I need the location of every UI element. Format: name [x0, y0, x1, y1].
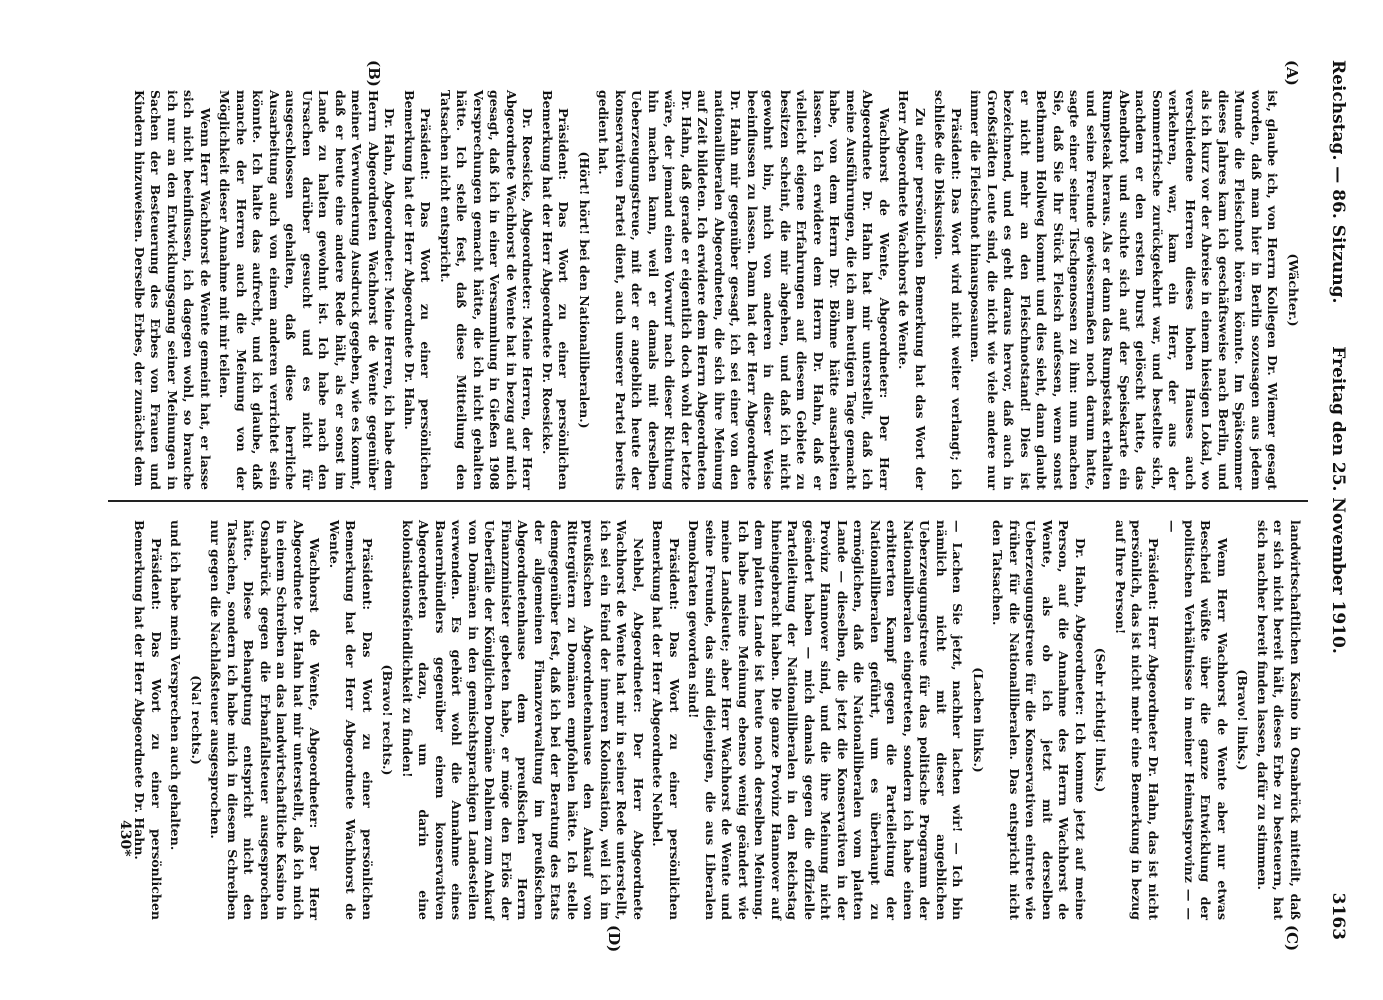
paragraph: Wachhorst de Wente, Abgeordneter: Der Herr Abgeordnete Dr. Hahn hat mir unterstellt, daß ich meine Ausführungen, die ich am heutigen Tage gemacht habe, von dem Herrn Dr. Böhme hätte ausarbeiten lassen. Ich erwidere dem Herrn Dr. Hahn, daß er vielleicht eigene Erfahrungen auf diesem Gebiete zu besitzen scheint, die mir abgehen, und daß ich nicht gewohnt bin, mich von anderen in dieser Weise beeinflussen zu lassen. Dann hat der Herr Abgeordnete Dr. Hahn mir gegenüber gesagt, ich sei einer von den nationalliberalen Abgeordneten, die sich ihre Meinung auf Zeit bildeten. Ich erwidere dem Herrn Abgeordneten Dr. Hahn, daß gerade er eigentlich doch wohl der letzte wäre, der jemand einen Vorwurf nach dieser Richtung hin machen kann, weil er damals mit derselben Ueberzeugungstreue, mit der er angeblich heute der konservativen Partei dient, auch unserer Partei bereits gedient hat.	[596, 90, 892, 490]
paragraph: Präsident: Das Wort zu einer persönlichen Bemerkung hat der Herr Abgeordnete Nehbel.	[650, 520, 682, 920]
interjection: (Bravo! rechts.)	[380, 664, 396, 776]
interjection: (Sehr richtig! links.)	[1093, 647, 1109, 793]
column-divider	[108, 500, 1308, 502]
paragraph: Präsident: Das Wort zu einer persönlichen Bemerkung hat der Herr Abgeordnete Dr. Roesicke.	[540, 90, 572, 490]
paragraph: Präsident: Herr Abgeordneter Dr. Hahn, das ist nicht persönlich, das ist nicht mehr eine Bemerkung in bezug auf Ihre Person!	[1113, 520, 1161, 920]
paragraph: — Lachen Sie jetzt, nachher lachen wir! — Ich bin nämlich nicht mit dieser angeblichen Ueberzeugungstreue für das politische Programm der Nationalliberalen eingetreten, sondern ich habe einen erbitterten Kampf gegen die Parteileitung der Nationalliberalen geführt, um es überhaupt zu ermöglichen, daß die Nationalliberalen vom platten Lande — dieselben, die jetzt die Konservativen in der Provinz Hannover sind, und die ihre Meinung nicht geändert haben — mich damals gegen die offizielle Parteileitung der Nationalliberalen in den Reichstag hineingebracht haben. Die ganze Provinz Hannover auf dem platten Lande ist heute noch derselben Meinung. Ich habe meine Meinung ebenso wenig geändert wie meine Landsleute; aber Herr Wachhorst de Wente und seine Freunde, das sind diejenigen, die aus Liberalen Demokraten geworden sind!	[686, 520, 966, 920]
header-session: Reichstag. — 86. Sitzung.	[1328, 60, 1348, 304]
margin-marker-b: (B)	[365, 60, 383, 87]
left-column	[128, 90, 1304, 490]
paragraph: Dr. Hahn, Abgeordneter: Ich komme jetzt auf meine Person, auf die Annahme des Herrn Wachhorst de Wente, als ob ich jetzt mit derselben Ueberzeugungstreue für die Konservativen eintrete wie früher für die Nationalliberalen. Das entspricht nicht den Tatsachen.	[990, 520, 1088, 920]
paragraph: und ich habe mein Versprechen auch gehalten.	[168, 520, 184, 851]
page-footer-number: 430*	[117, 820, 133, 857]
margin-marker-a: (A)	[1283, 60, 1301, 86]
margin-marker-c: (C)	[1283, 925, 1301, 952]
paragraph: Dr. Roesicke, Abgeordneter: Meine Herren, der Herr Abgeordnete Wachhorst de Wente hat in bezug auf mich gesagt, daß ich in einer Versammlung in Gießen 1908 Versprechungen gemacht hätte, die ich nicht gehalten hätte. Ich stelle fest, daß diese Mitteilung den Tatsachen nicht entspricht.	[438, 90, 536, 490]
interjection: (Lachen links.)	[971, 667, 986, 773]
page-header	[1318, 60, 1348, 940]
paragraph: Präsident: Das Wort zu einer persönlichen Bemerkung hat der Herr Abgeordnete Wachhorst de Wente.	[327, 520, 375, 920]
header-date: Freitag den 25. November 1910.	[1328, 346, 1348, 654]
paragraph: Präsident: Das Wort wird nicht weiter verlangt; ich schließe die Diskussion.	[932, 90, 964, 490]
interjection: (Bravo! links.)	[1235, 669, 1251, 771]
paragraph: Nehbel, Abgeordneter: Der Herr Abgeordnete Wachhorst de Wente hat mir in seiner Rede unterstellt, ich sei ein Feind der inneren Kolonisation, weil ich im preußischen Abgeordnetenhause den Ankauf von Rittergütern zu Domänen empfohlen hätte. Ich stelle demgegenüber fest, daß ich bei der Beratung des Etats der allgemeinen Finanzverwaltung im preußischen Abgeordnetenhause dem preußischen Herrn Finanzminister gebeten habe, er möge den Erlös der Ueberfälle der Königlichen Domäne Dahlem zum Ankauf von Domänen in den gemischtsprachigen Landesteilen verwenden. Es gehört wohl die Annahme eines Bauernbündlers gegenüber einem konservativen Abgeordneten dazu, um darin eine kolonisationsfeindlichkeit zu finden!	[400, 520, 646, 920]
interjection: (Hört! hört! bei den Nationalliberalen.)	[577, 151, 592, 429]
paragraph: ist, glaube ich, von Herrn Kollegen Dr. Wiemer gesagt worden, daß man hier in Berlin sozusagen aus jedem Munde die Fleischnot hören könnte. Im Spätsommer dieses Jahres kam ich geschäftsweise nach Berlin, und als ich kurz vor der Abreise in einem hiesigen Lokal, wo verschiedene Herren dieses hohen Hauses auch verkehren, war, kam ein Herr, der aus der Sommerfrische zurückgekehrt war, und bestellte sich, nachdem er den ersten Durst gelöscht hatte, das Abendbrot und suchte sich auf der Speisekarte ein Rumpsteak heraus. Als er dann das Rumpsteak erhalten und seine Freunde gewissermaßen noch darum hatte, sagte einer seiner Tischgenossen zu ihm: nun machen Sie, daß Sie Ihr Stück Fleisch aufessen, wenn sonst Bethmann Hollweg kommt und dies sieht, dann glaubt er nicht mehr an den Fleischnotstand! Dies ist bezeichnend, und es geht daraus hervor, daß auch in Großstädten Leute sind, die nicht wie viele andere nur immer die Fleischnot hinausposaunen.	[968, 90, 1281, 490]
paragraph: Wenn Herr Wachhorst de Wente aber nur etwas Bescheid wüßte über die ganze Entwicklung der politischen Verhältnisse in meiner Heimatsprovinz — — —	[1165, 520, 1230, 920]
paragraph: Wachhorst de Wente, Abgeordneter: Der Herr Abgeordnete Dr. Hahn hat mir unterstellt, daß ich mich in einem Schreiben an das landwirtschaftliche Kasino in Osnabrück gegen die Erbanfallsteuer ausgesprochen hätte. Diese Behauptung entspricht nicht den Tatsachen, sondern ich habe mich in diesem Schreiben nur gegen die Nachlaßsteuer ausgesprochen.	[208, 520, 323, 920]
right-column	[128, 520, 1303, 920]
interjection: (Na! rechts.)	[189, 675, 204, 765]
paragraph: Präsident: Das Wort zu einer persönlichen Bemerkung hat der Herr Abgeordnete Dr. Hahn.	[402, 90, 434, 490]
paragraph: landwirtschaftlichen Kasino in Osnabrück mitteilt, daß er sich nicht bereit hält, dieses Erbe zu besteuern, hat sich nachher bereit finden lassen, dafür zu stimmen.	[1255, 520, 1303, 920]
margin-marker-d: (D)	[605, 925, 623, 953]
header-page-number: 3163	[1328, 892, 1348, 940]
paragraph: Präsident: Das Wort zu einer persönlichen Bemerkung hat der Herr Abgeordnete Dr. Hahn.	[132, 520, 164, 920]
paragraph: Wenn Herr Wachhorst de Wente gemeint hat, er lasse sich nicht beeinflussen, ich dagegen wohl, so brauche ich nur an den Entwicklungsgang seiner Meinungen in Sachen der Besteuerung des Erbes von Frauen und Kindern hinzuweisen. Derselbe Erbes, der zunächst dem	[132, 90, 213, 490]
paragraph: Zu einer persönlichen Bemerkung hat das Wort der Herr Abgeordnete Wachhorst de Wente.	[896, 90, 928, 490]
paragraph: Dr. Hahn, Abgeordneter: Meine Herren, ich habe dem Herrn Abgeordneten Wachhorst de Wente gegenüber meiner Verwunderung Ausdruck gegeben, wie es kommt, daß er heute eine andere Rede hält, als er sonst im Lande zu halten gewohnt ist. Ich habe nach den Ursachen darüber gesucht und es nicht für ausgeschlossen gehalten, daß diese herrliche Ausarbeitung auch von einem anderen verrichtet sein könnte. Ich halte das aufrecht, und ich glaube, daß manche der Herren auch die Meinung von der Möglichkeit dieser Annahme mit mir teilen.	[217, 90, 398, 490]
speaker-head: (Wächter.)	[1286, 253, 1301, 327]
